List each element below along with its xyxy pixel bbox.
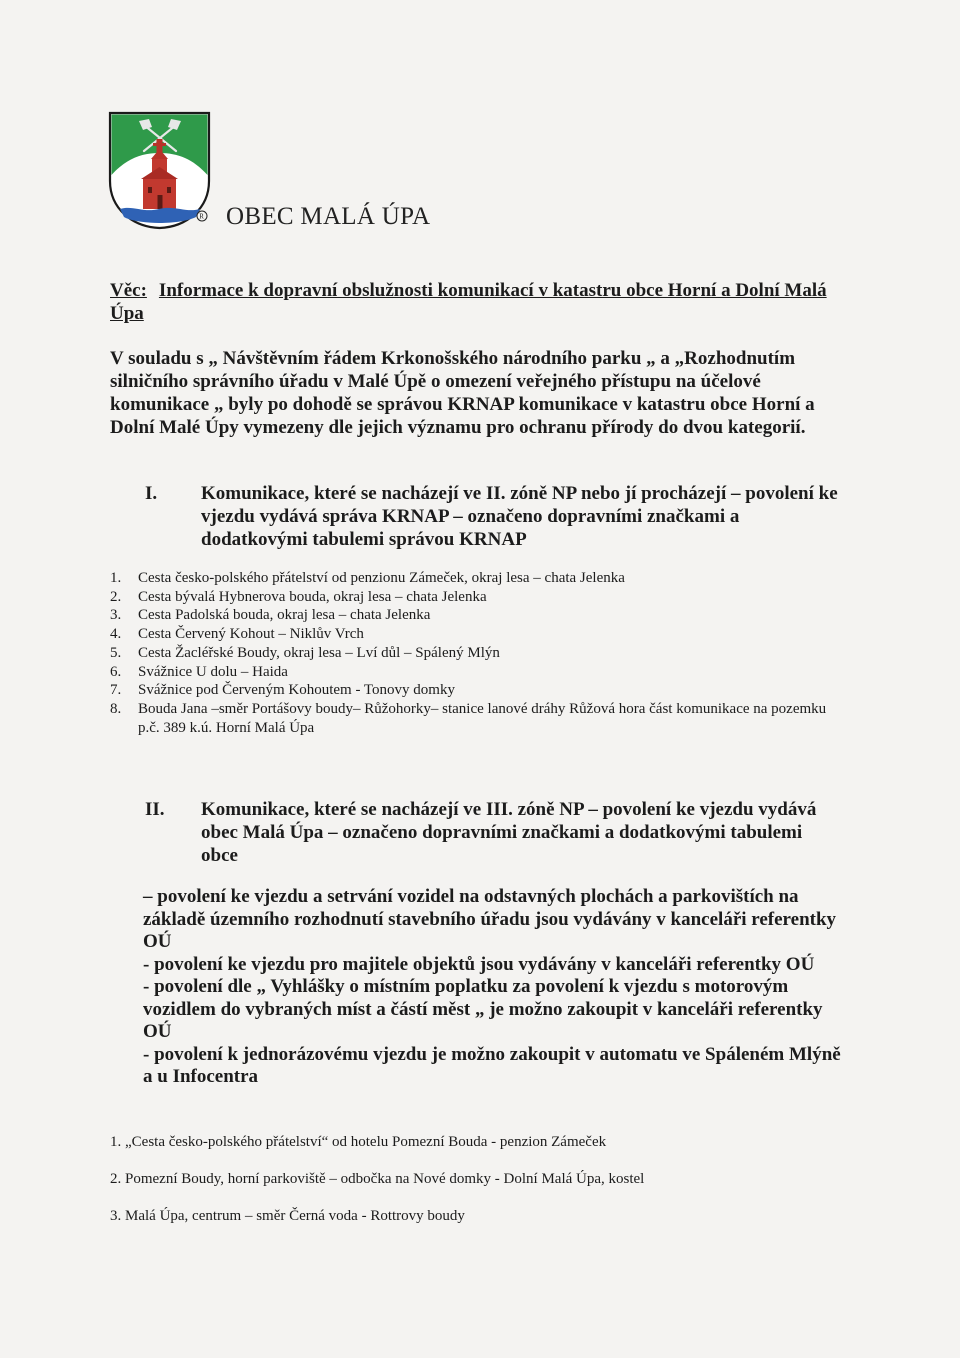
section-2-list [110, 1133, 830, 1244]
permit-paragraph: - povolení ke vjezdu pro majitele objektů jsou vydávány v kanceláři referentky OÚ [143, 953, 815, 975]
list-item: 1. „Cesta česko-polského přátelství“ od hotelu Pomezní Bouda - penzion Zámeček [110, 1134, 607, 1150]
list-item-text: Cesta česko-polského přátelství od penzionu Zámeček, okraj lesa – chata Jelenka [138, 570, 625, 586]
list-item-text: Bouda Jana –směr Portášovy boudy– Růžohorky– stanice lanové dráhy Růžová hora část komunikace na pozemku p.č. 389 k.ú. Horní Malá Úpa [138, 700, 827, 736]
list-item [110, 700, 830, 737]
list-item: 2. Pomezní Boudy, horní parkoviště – odbočka na Nové domky - Dolní Malá Úpa, kostel [110, 1171, 645, 1187]
permit-paragraph: – povolení ke vjezdu a setrvání vozidel na odstavných plochách a parkovištích na základě územního rozhodnutí stavebního úřadu jsou vydávány v kanceláři referentky OÚ [143, 886, 837, 952]
list-item [110, 606, 830, 625]
list-item [110, 569, 830, 588]
list-item [110, 644, 830, 663]
list-item-number: 6. [110, 663, 122, 680]
intro-paragraph: V souladu s „ Návštěvním řádem Krkonošského národního parku „ a „Rozhodnutím silničního správního úřadu v Malé Úpě o omezení veřejného přístupu na účelové komunikace „ byly po dohodě se správou KRNAP komunikace v katastru obce Horní a Dolní Malé Úpy vymezeny dle jejich významu pro ochranu přírody do dvou kategorií. [110, 348, 815, 438]
list-item-number: 8. [110, 700, 122, 717]
list-item [110, 663, 830, 682]
svg-text:R: R [199, 212, 204, 221]
list-item-number: 1. [110, 570, 122, 586]
permit-paragraph: - povolení dle „ Vyhlášky o místním poplatku za povolení k vjezdu s motorovým vozidlem do vybraných míst a částí měst „ je možno zakoupit v kanceláři referentky OÚ [143, 976, 823, 1042]
org-name: OBEC MALÁ ÚPA [226, 203, 431, 230]
list-item-number: 4. [110, 626, 122, 643]
list-item: 3. Malá Úpa, centrum – směr Černá voda - Rottrovy boudy [110, 1208, 465, 1224]
subject-text: Informace k dopravní obslužnosti komunikací v katastru obce Horní a Dolní Malá Úpa [110, 280, 827, 324]
permit-paragraph: - povolení k jednorázovému vjezdu je možno zakoupit v automatu ve Spáleném Mlýně a u Infocentra [143, 1043, 841, 1087]
subject-label: Věc: [110, 280, 147, 301]
list-item [110, 625, 830, 644]
list-item [110, 588, 830, 607]
permit-paragraphs [143, 886, 843, 1089]
list-item-number: 2. [110, 588, 122, 605]
section-2-number: II. [145, 799, 165, 820]
list-item [110, 681, 830, 700]
list-item-text: Cesta Žacléřské Boudy, okraj lesa – Lví důl – Spálený Mlýn [138, 644, 500, 661]
subject-line [110, 279, 830, 325]
registered-mark-icon [196, 210, 208, 222]
list-item-number: 3. [110, 607, 122, 624]
section-1-list [110, 569, 830, 737]
list-item-text: Cesta bývalá Hybnerova bouda, okraj lesa – chata Jelenka [138, 588, 487, 605]
list-item-text: Svážnice pod Červeným Kohoutem - Tonovy domky [138, 682, 455, 699]
list-item-number: 5. [110, 644, 122, 661]
list-item-text: Cesta Červený Kohout – Niklův Vrch [138, 626, 364, 643]
list-item-text: Svážnice U dolu – Haida [138, 663, 288, 680]
section-1-number: I. [145, 483, 158, 504]
list-item-number: 7. [110, 682, 122, 699]
list-item-text: Cesta Padolská bouda, okraj lesa – chata Jelenka [138, 607, 431, 624]
section-1-title: Komunikace, které se nacházejí ve II. zóně NP nebo jí procházejí – povolení ke vjezdu vydává správa KRNAP – označeno dopravními značkami a dodatkovými tabulemi správou KRNAP [201, 483, 838, 550]
section-2-title: Komunikace, které se nacházejí ve III. zóně NP – povolení ke vjezdu vydává obec Malá Úpa – označeno dopravními značkami a dodatkovými tabulemi obce [201, 799, 817, 866]
